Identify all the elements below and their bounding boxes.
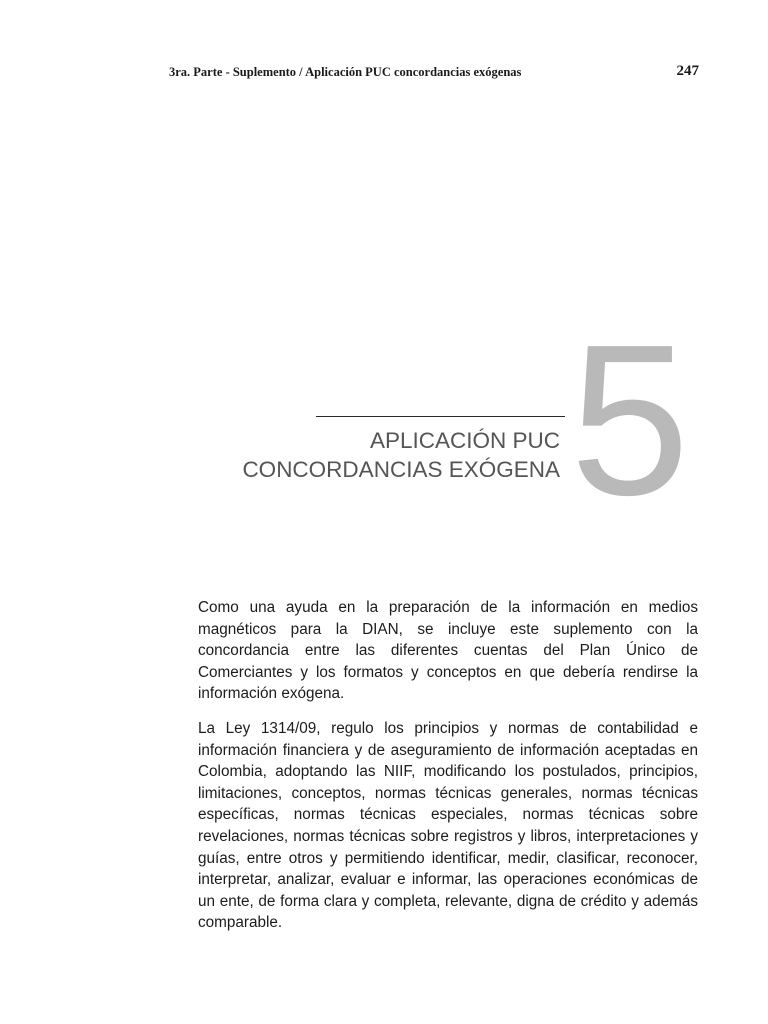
chapter-title-line-1: APLICACIÓN PUC bbox=[369, 428, 560, 453]
chapter-title bbox=[242, 426, 560, 484]
chapter-title-rule bbox=[316, 416, 565, 417]
body-paragraph-2: La Ley 1314/09, regulo los principios y normas de contabilidad e información financiera y de aseguramiento de información aceptadas en Colombia, adoptando las NIIF, modificando los postulados, principios, limitaciones, conceptos, normas técnicas generales, normas técnicas específicas, normas técnicas especiales, normas técnicas sobre revelaciones, normas técnicas sobre registros y libros, interpretaciones y guías, entre otros y permitiendo identificar, medir, clasificar, reconocer, interpretar, analizar, evaluar e informar, las operaciones económicas de un ente, de forma clara y completa, relevante, digna de crédito y además comparable. bbox=[198, 719, 698, 932]
chapter-heading bbox=[200, 299, 700, 540]
page-number: 247 bbox=[676, 63, 699, 79]
body-paragraph-1: Como una ayuda en la preparación de la información en medios magnéticos para la DIAN, se incluye este suplemento con la concordancia entre las diferentes cuentas del Plan Único de Comerciantes y los formatos y conceptos en que debería rendirse la información exógena. bbox=[198, 599, 698, 703]
running-header bbox=[169, 63, 699, 83]
chapter-number: 5 bbox=[570, 299, 690, 540]
body-text bbox=[198, 597, 698, 947]
chapter-title-line-2: CONCORDANCIAS EXÓGENA bbox=[242, 457, 560, 482]
running-title: 3ra. Parte - Suplemento / Aplicación PUC concordancias exógenas bbox=[169, 65, 522, 79]
